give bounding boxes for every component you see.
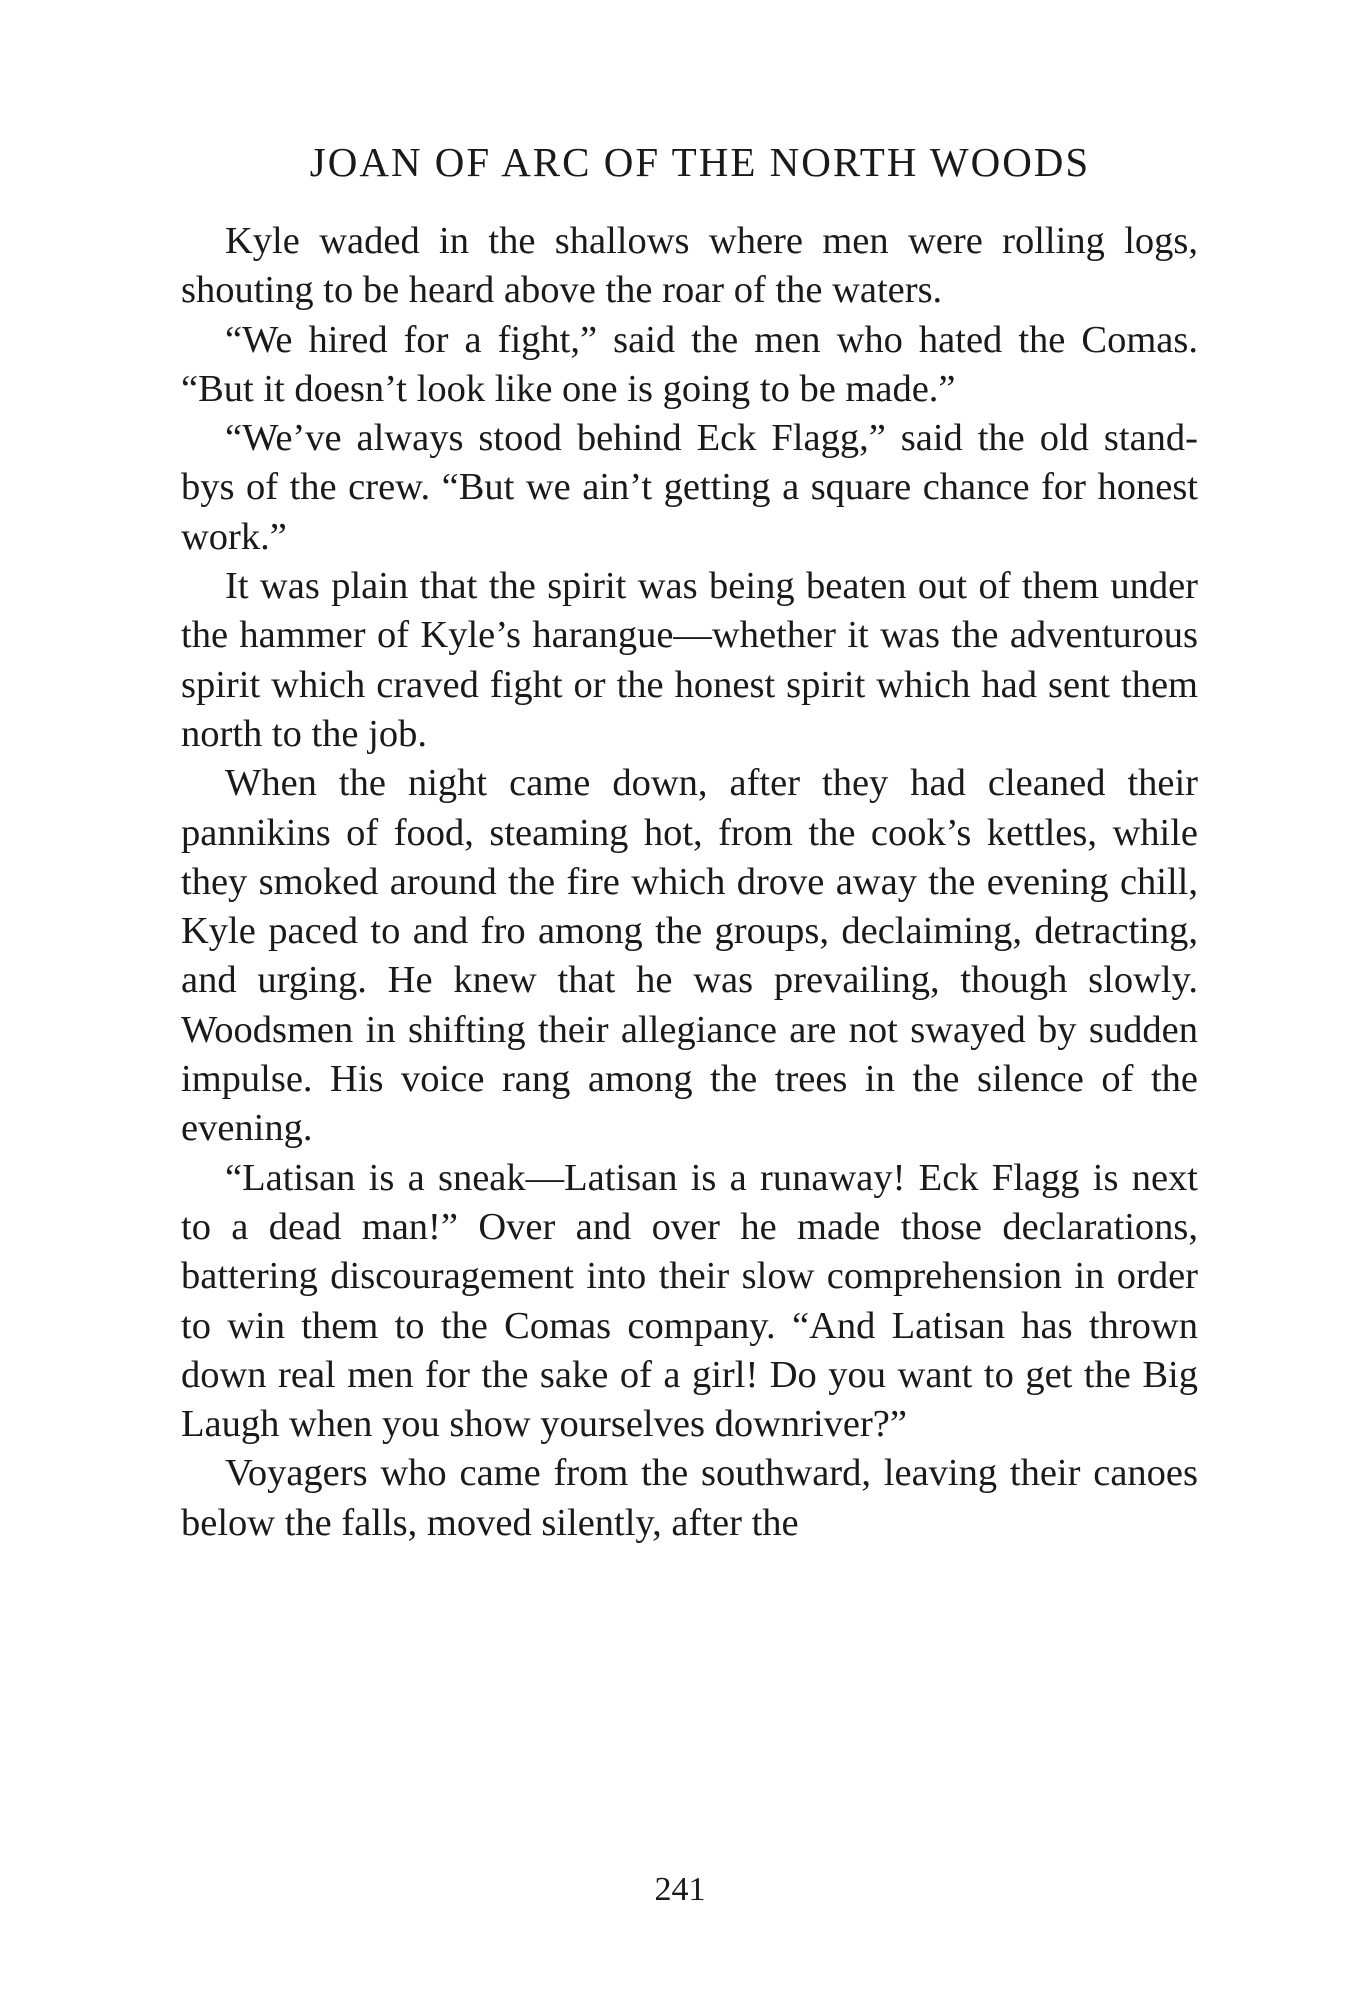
body-text <box>181 217 1198 1548</box>
paragraph: “Latisan is a sneak—Latisan is a runaway! Eck Flagg is next to a dead man!” Over and over he made those declarations, battering discouragement into their slow comprehension in order to win them to the Comas company. “And Latisan has thrown down real men for the sake of a girl! Do you want to get the Big Laugh when you show yourselves downriver?” <box>181 1156 1198 1446</box>
paragraph: It was plain that the spirit was being beaten out of them under the hammer of Kyle’s harangue—whether it was the adventurous spirit which craved fight or the honest spirit which had sent them north to the job. <box>181 565 1198 755</box>
running-title: JOAN OF ARC OF THE NORTH WOODS <box>309 139 1091 185</box>
page-number: 241 <box>654 1871 706 1908</box>
paragraph: “We’ve always stood behind Eck Flagg,” said the old stand-bys of the crew. “But we ain’t getting a square chance for honest work.” <box>181 417 1198 558</box>
paragraph: “We hired for a fight,” said the men who hated the Comas. “But it doesn’t look like one is going to be made.” <box>181 318 1198 410</box>
paragraph: Kyle waded in the shallows where men were rolling logs, shouting to be heard above the roar of the waters. <box>181 220 1198 312</box>
paragraph: When the night came down, after they had cleaned their pannikins of food, steaming hot, from the cook’s kettles, while they smoked around the fire which drove away the evening chill, Kyle paced to and fro among the groups, declaiming, detracting, and urging. He knew that he was prevailing, though slowly. Woodsmen in shifting their allegiance are not swayed by sudden impulse. His voice rang among the trees in the silence of the evening. <box>181 762 1198 1150</box>
paragraph: Voyagers who came from the southward, leaving their canoes below the falls, moved silently, after the <box>181 1452 1198 1544</box>
